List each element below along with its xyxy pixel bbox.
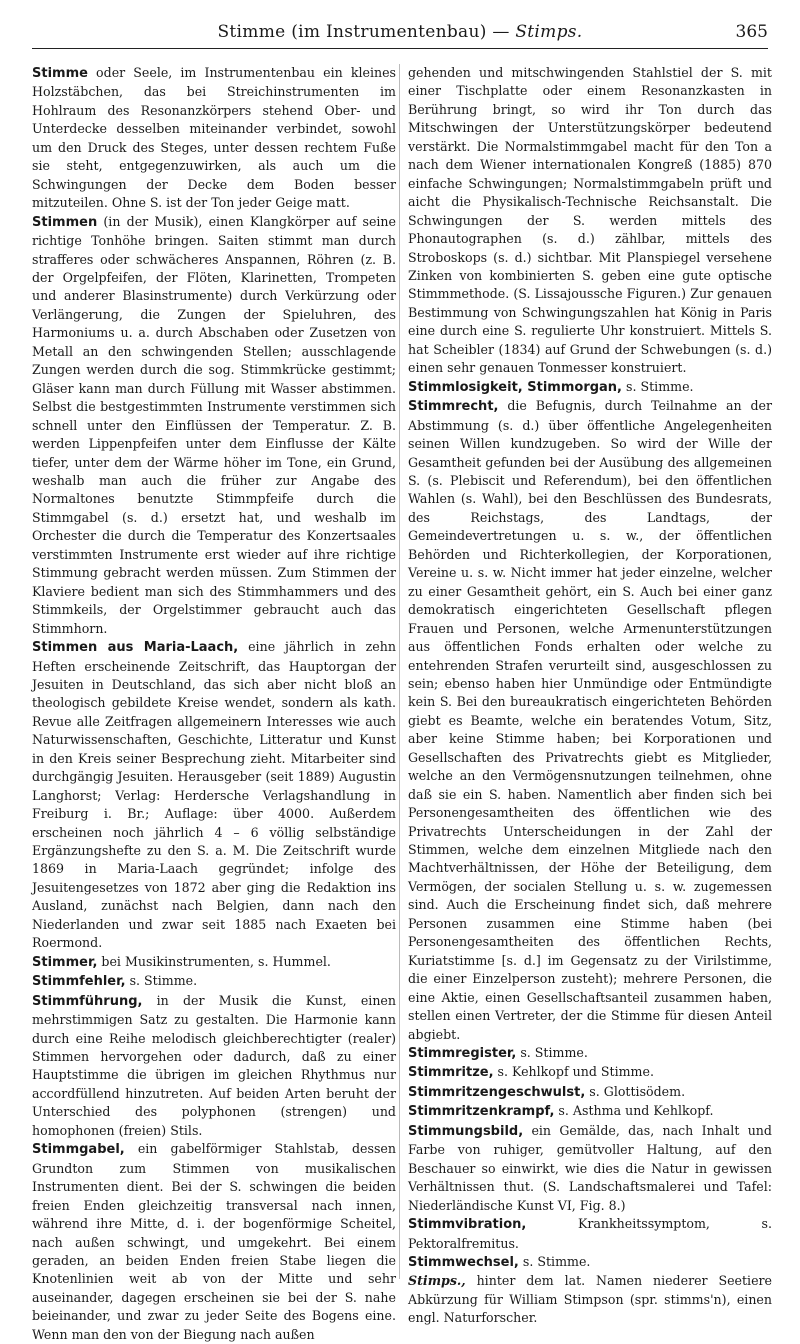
headword: Stimme xyxy=(32,66,88,81)
entry xyxy=(32,64,396,213)
column-divider xyxy=(399,64,400,1279)
entry xyxy=(408,1253,772,1272)
entry-text: in der Musik die Kunst, einen mehrstimmigen Satz zu gestalten. Die Harmonie kann durch eine Reihe melodisch gleichberechtigter (realer) Stimmen hervorgehen oder dadurch, daß zu einer Hauptstimme die übrigen im gleichen Rhythmus nur accordfüllend hinzutreten. Auf beiden Arten beruht der Unterschied des polyphonen (strengen) und homophonen (freien) Stils. xyxy=(32,992,396,1138)
entry-text: s. Stimme. xyxy=(516,1045,588,1061)
entry xyxy=(32,972,396,991)
headword: Stimmvibration, xyxy=(408,1217,527,1233)
entry xyxy=(408,1083,772,1102)
entry-text: ein Gemälde, das, nach Inhalt und Farbe von ruhiger, gemütvoller Haltung, auf den Beschauer so einwirkt, wie dies die Natur in gewissen Verhältnissen thut. (S. Landschaftsmalerei und Tafel: Niederländische Kunst VI, Fig. 8.) xyxy=(408,1122,772,1213)
headword: Stimmer, xyxy=(32,954,98,970)
headword: Stimmlosigkeit, Stimmorgan, xyxy=(408,379,622,395)
entry-text: Krankheitssymptom, s. Pektoralfremitus. xyxy=(408,1216,772,1251)
headword: Stimmen xyxy=(32,214,98,230)
entry-text: (in der Musik), einen Klangkörper auf seine richtige Tonhöhe bringen. Saiten stimmt man durch strafferes oder schwächeres Anspannen, Röhren (z. B. der Orgelpfeifen, der Flöten, Klarinetten, Trompeten und anderer Blasinstrumente) durch Verkürzung oder Verlängerung, die Zungen der Spieluhren, des Harmoniums u. a. durch Abschaben oder Zusetzen von Metall an den schwingenden Stellen; ausschlagende Zungen werden durch die sog. Stimmkrücke gestimmt; Gläser kann man durch Füllung mit Wasser abstimmen. Selbst die bestgestimmten Instrumente verstimmen sich schnell unter den Einflüssen der Temperatur. Z. B. werden Lippenpfeifen unter dem Einflusse der Kälte tiefer, unter dem der Wärme höher im Tone, ein Grund, weshalb man auch die früher zur Angabe des Normaltones benutzte Stimmpfeife durch die Stimmgabel (s. d.) ersetzt hat, und weshalb im Orchester die durch die Temperatur des Konzertsaales verstimmten Instrumente erst wieder auf ihre richtige Stimmung gebracht werden müssen. Zum Stimmen der Klaviere bedient man sich des Stimmhammers und des Stimmkeils, der Orgelstimmer gebraucht auch das Stimmhorn. xyxy=(32,213,396,636)
headword: Stimmgabel, xyxy=(32,1142,125,1158)
entry-continuation xyxy=(408,64,772,378)
entry xyxy=(408,1272,772,1327)
headword: Stimmritzenkrampf, xyxy=(408,1104,555,1120)
headword: Stimmwechsel, xyxy=(408,1255,519,1270)
headword: Stimmen aus Maria-Laach, xyxy=(32,640,239,656)
headword: Stimmfehler, xyxy=(32,974,126,990)
running-head xyxy=(32,22,768,42)
entry-text: eine jährlich in zehn Heften erscheinende Zeitschrift, das Hauptorgan der Jesuiten in Deutschland, das sich aber nicht bloß an theologisch gebildete Kreise wendet, sondern als kath. Revue alle Zeitfragen allgemeinern Interesses wie auch Naturwissenschaften, Geschichte, Litteratur und Kunst in den Kreis seiner Besprechung zieht. Mitarbeiter sind durchgängig Jesuiten. Herausgeber (seit 1889) Augustin Langhorst; Verlag: Herdersche Verlagshandlung in Freiburg i. Br.; Auflage: über 4000. Außerdem erscheinen noch jährlich 4 – 6 völlig selbständige Ergänzungshefte zu den S. a. M. Die Zeitschrift wurde 1869 in Maria-Laach gegründet; infolge des Jesuitengesetzes von 1872 aber ging die Redaktion ins Ausland, zunächst nach Belgien, dann nach den Niederlanden und zwar seit 1885 nach Exaeten bei Roermond. xyxy=(32,639,396,951)
headword: Stimps., xyxy=(408,1273,466,1289)
right-column xyxy=(408,64,772,1328)
headword: Stimmführung, xyxy=(32,993,143,1009)
entry xyxy=(32,213,396,638)
entry-text: s. Stimme. xyxy=(518,1254,591,1269)
entry xyxy=(408,1102,772,1121)
running-head-right: Stimps. xyxy=(515,22,583,42)
entry xyxy=(32,1140,396,1344)
entry-text: hinter dem lat. Namen niederer Seetiere Abkürzung für William Stimpson (spr. stimms'n), einen engl. Naturforscher. xyxy=(408,1273,772,1326)
headword: Stimmritzengeschwulst, xyxy=(408,1084,586,1100)
headword: Stimmungsbild, xyxy=(408,1123,524,1139)
running-head-left: Stimme (im Instrumentenbau) — xyxy=(217,22,516,42)
entry-text: s. Stimme. xyxy=(622,378,694,394)
entry xyxy=(32,992,396,1141)
entry-text: oder Seele, im Instrumentenbau ein kleines Holzstäbchen, das bei Streichinstrumenten im Hohlraum des Resonanzkörpers stehend Ober- und Unterdecke desselben miteinander verbindet, sowohl um den Druck des Steges, unter dessen rechtem Fuße sie steht, entgegenzuwirken, als auch um die Schwingungen der Decke dem Boden besser mitzuteilen. Ohne S. ist der Ton jeder Geige matt. xyxy=(32,65,396,211)
entry-text: die Befugnis, durch Teilnahme an der Abstimmung (s. d.) über öffentliche Angelegenheiten seinen Willen kundzugeben. So wird der Wille der Gesamtheit gefunden bei der Ausübung des allgemeinen S. (s. Plebiscit und Referendum), bei den öffentlichen Wahlen (s. Wahl), bei den Beschlüssen des Bundesrats, des Reichstags, des Landtags, der Gemeindevertretungen u. s. w., der öffentlichen Behörden und Richterkollegien, der Korporationen, Vereine u. s. w. Nicht immer hat jeder einzelne, welcher zu einer Gesamtheit gehört, ein S. Auch bei einer ganz demokratisch eingerichteten Gesellschaft pflegen Frauen und Personen, welche Armenunterstützungen aus öffentlichen Fonds erhalten oder welche zu entehrenden Strafen verurteilt sind, ausgeschlossen zu sein; ebenso haben hier Unmündige oder Entmündigte kein S. Bei den bureaukratisch eingerichteten Behörden giebt es Beamte, welche ein beratendes Votum, Sitz, aber keine Stimme haben; bei Korporationen und Gesellschaften des Privatrechts giebt es Mitglieder, welche an den Vermögensnutzungen teilnehmen, ohne daß sie ein S. haben. Namentlich aber finden sich bei Personengesamtheiten des öffentlichen wie des Privatrechts Unterscheidungen in der Zahl der Stimmen, welche dem einzelnen Mitgliede nach den Machtverhältnissen, der Höhe der Beteiligung, dem Vermögen, der socialen Stellung u. s. w. zugemessen sind. Auch die Erscheinung findet sich, daß mehrere Personen zusammen eine Stimme haben (bei Personengesamtheiten des öffentlichen Rechts, Kuriatstimme [s. d.] im Gegensatz zu der Virilstimme, die einer Einzelperson zusteht); mehrere Personen, die eine Aktie, einen Gesellschaftsanteil zusammen haben, stellen einen Vertreter, der die Stimme für diesen Anteil abgiebt. xyxy=(408,398,772,1042)
entry xyxy=(408,1122,772,1215)
entry-text: s. Kehlkopf und Stimme. xyxy=(493,1064,654,1080)
headword: Stimmregister, xyxy=(408,1046,517,1062)
entry xyxy=(408,1215,772,1253)
headword: Stimmrecht, xyxy=(408,399,499,415)
entry-text: s. Asthma und Kehlkopf. xyxy=(554,1103,714,1119)
entry xyxy=(408,1044,772,1063)
entry xyxy=(408,397,772,1044)
entry-text: gehenden und mitschwingenden Stahlstiel der S. mit einer Tischplatte oder einem Resonanzkasten in Berührung bringt, so wird ihr Ton durch das Mitschwingen der Unterstützungskörper bedeutend verstärkt. Die Normalstimmgabel macht für den Ton a nach dem Wiener internationalen Kongreß (1885) 870 einfache Schwingungen; Normalstimmgabeln prüft und aicht die Physikalisch-Technische Reichsanstalt. Die Schwingungen der S. werden mittels des Phonautographen (s. d.) zählbar, mittels des Stroboskops (s. d.) sichtbar. Mit Planspiegel versehene Zinken von kombinierten S. geben eine gute optische Stimmmethode. (S. Lissajoussche Figuren.) Zur genauen Bestimmung von Schwingungszahlen hat König in Paris eine durch eine S. regulierte Uhr konstruiert. Mittels S. hat Scheibler (1834) auf Grund der Schwebungen (s. d.) einen sehr genauen Tonmesser konstruiert. xyxy=(408,65,772,376)
left-column xyxy=(32,64,396,1344)
entry-text: s. Glottisödem. xyxy=(585,1083,686,1099)
entry-text: s. Stimme. xyxy=(125,973,198,989)
entry-text: ein gabelförmiger Stahlstab, dessen Grundton zum Stimmen von musikalischen Instrumenten dient. Bei der S. schwingen die beiden freien Enden gleichzeitig transversal nach innen, während ihre Mitte, d. i. der bogenförmige Scheitel, nach außen schwingt, und umgekehrt. Bei einem geraden, an beiden Enden freien Stabe liegen die Knotenlinien weit ab von der Mitte und sehr auseinander, dagegen erscheinen sie bei der S. nahe beieinander, und zwar zu jeder Seite des Bogens eine. Wenn man den von der Biegung nach außen xyxy=(32,1141,396,1342)
entry-text: bei Musikinstrumenten, s. Hummel. xyxy=(97,953,331,969)
entry xyxy=(408,1063,772,1082)
headword: Stimmritze, xyxy=(408,1065,494,1081)
entry xyxy=(32,638,396,953)
entry xyxy=(32,953,396,972)
page-number: 365 xyxy=(735,22,768,42)
page-header xyxy=(32,18,768,49)
entry xyxy=(408,378,772,397)
